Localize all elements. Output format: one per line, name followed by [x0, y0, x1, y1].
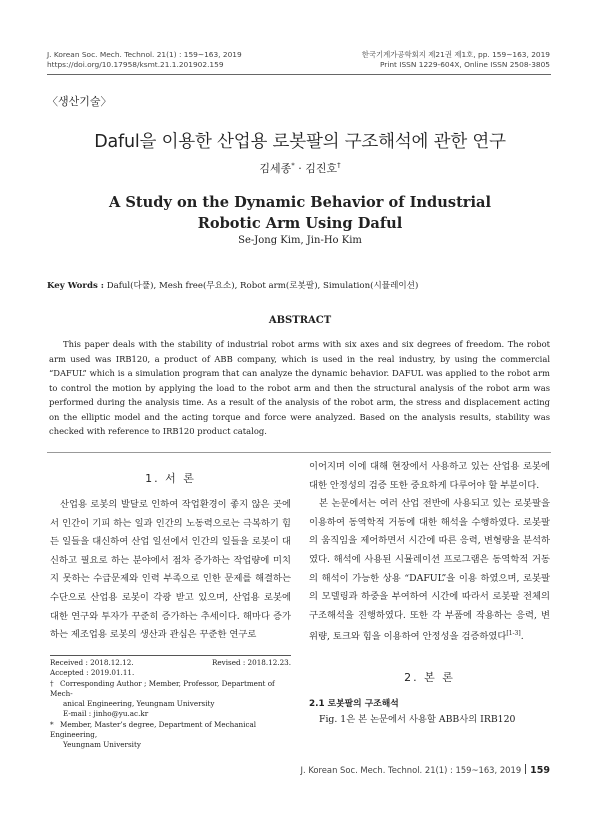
footnotes: [50, 658, 291, 751]
section-2-heading: 2. 본 론: [404, 671, 455, 685]
intro-paragraph-1: 산업용 로봇의 발달로 인하여 작업환경이 좋지 않은 곳에서 인간이 기피 하는 일과 인간의 노동력으로는 극복하기 힘든 일들을 대신하여 산업 일선에서 인간의 일들을 로봇이 대신하고 필요로 하는 분야에서 점차 증가하는 작업량에 미치지 못하는 수급문제와 인력 부족으로 인한 문제를 해결하는 수단으로 산업용 로봇이 각광 받고 있으며, 산업용 로봇에 대한 연구와 투자가 꾸준히 증가하는 추세이다. 해마다 증가하는 제조업용 로봇의 생산과 관심은 꾸준한 연구로: [50, 499, 291, 641]
author-1-name: 김세종: [259, 162, 292, 175]
corresponding-author-email[interactable]: E-mail : jinho@yu.ac.kr: [63, 709, 149, 719]
corresponding-author-note: [50, 679, 291, 700]
corresponding-author-line-2: anical Engineering, Yeungnam University: [63, 699, 215, 709]
keywords: [47, 279, 418, 291]
dagger-symbol: †: [50, 678, 54, 688]
author-2-name: 김진호: [305, 162, 338, 175]
right-column: [309, 458, 550, 730]
intro-paragraph-1-continued: 이어지며 이에 대해 현장에서 사용하고 있는 산업용 로봇에 대한 안정성의 검증 또한 중요하게 다루어야 할 부분이다.: [309, 461, 550, 491]
corresponding-author-line-1: Corresponding Author ; Member, Professor, Department of Mech-: [50, 678, 275, 698]
section-1-body: [50, 496, 291, 645]
header-right: [362, 50, 550, 70]
member-note: [50, 720, 291, 741]
page-footer: [301, 764, 550, 776]
section-2-body: [309, 711, 550, 730]
abstract-heading: ABSTRACT: [268, 315, 332, 326]
journal-citation-korean: 한국기계가공학회지 제21권 제1호, pp. 159~163, 2019: [361, 50, 550, 59]
member-line-2: Yeungnam University: [63, 740, 141, 750]
authors-english: Se-Jong Kim, Jin-Ho Kim: [238, 235, 362, 246]
footer-journal: J. Korean Soc. Mech. Technol. 21(1) : 159~163, 2019: [300, 765, 522, 775]
doi-link[interactable]: https://doi.org/10.17958/ksmt.21.1.201902.159: [47, 60, 224, 69]
section-2-paragraph-1: Fig. 1은 본 논문에서 사용할 ABB사의 IRB120: [319, 714, 516, 726]
received-date: Received : 2018.12.12.: [50, 658, 134, 667]
citation-reference[interactable]: [1-3]: [506, 630, 521, 638]
abstract-paragraph: This paper deals with the stability of industrial robot arms with six axes and six degrees of freedom. The robot arm used was IRB120, a product of ABB company, which is used in the real industry, by using the commercial “DAFUL” which is a simulation program that can analyze the dynamic behavior. DAFUL was applied to the robot arm to control the motion by applying the load to the robot arm and then the structural analysis of the robot arm was performed during the analysis time. As a result of the analysis of the robot arm, the stress and displacement acting on the elliptic model and the acting torque and force were analyzed. Based on the analysis results, stability was checked with reference to IRB120 product catalog.: [49, 339, 550, 436]
author-separator: ·: [294, 162, 306, 175]
section-1-body-continued: [309, 458, 550, 647]
page-number: 159: [530, 765, 550, 776]
intro-paragraph-2-text: 본 논문에서는 여러 산업 전반에 사용되고 있는 로봇팔을 이용하여 동역학적 거동에 대한 해석을 수행하였다. 로봇팔의 움직임을 제어하면서 시간에 따른 응력, 변형량을 분석하였다. 해석에 사용된 시뮬레이션 프로그램은 동역학적 거동의 해석이 가능한 상용 “DAFUL”을 이용 하였으며, 로봇팔의 모델링과 하중을 부여하여 시간에 따라서 로봇팔 전체의 구조해석을 진행하였다. 또한 각 부품에 작용하는 응력, 변위량, 토크와 힘을 이용하여 안정성을 검증하였다: [309, 498, 550, 643]
header-left: [47, 50, 242, 70]
intro-paragraph-2: [309, 495, 550, 647]
asterisk-symbol: *: [50, 719, 54, 729]
title-en-line-2: Robotic Arm Using Daful: [197, 215, 403, 232]
journal-citation: J. Korean Soc. Mech. Technol. 21(1) : 159~163, 2019: [47, 50, 242, 59]
section-1-heading: 1. 서 론: [145, 472, 196, 485]
member-line-1: Member, Master’s degree, Department of Mechanical Engineering,: [50, 719, 257, 740]
keywords-label: Key Words :: [47, 281, 104, 291]
revised-date: Revised : 2018.12.23.: [212, 658, 291, 667]
left-column: [50, 470, 291, 645]
paper-title-korean: Daful을 이용한 산업용 로봇팔의 구조해석에 관한 연구: [94, 132, 506, 152]
footer-separator: [525, 764, 526, 774]
footnote-divider: [50, 655, 291, 656]
accepted-date: Accepted : 2019.01.11.: [50, 668, 135, 678]
abstract-divider: [47, 452, 551, 453]
title-en-line-1: A Study on the Dynamic Behavior of Industrial: [108, 194, 492, 211]
intro-paragraph-2-end: .: [520, 631, 524, 643]
subsection-2-1-heading: 2.1 로봇팔의 구조해석: [309, 699, 399, 710]
author-2-mark: †: [337, 161, 341, 170]
paper-title-english: [0, 192, 600, 234]
author-1-mark: *: [291, 161, 295, 170]
footnote-dates: [50, 658, 291, 668]
abstract-body: [49, 337, 550, 439]
keywords-text: Daful(다풀), Mesh free(무요소), Robot arm(로봇팔), Simulation(시뮬레이션): [103, 281, 419, 291]
authors-korean: [0, 160, 600, 176]
header-divider: [47, 74, 551, 75]
issn-info: Print ISSN 1229-604X, Online ISSN 2508-3805: [379, 60, 550, 69]
section-tag: 〈생산기술〉: [47, 95, 112, 108]
